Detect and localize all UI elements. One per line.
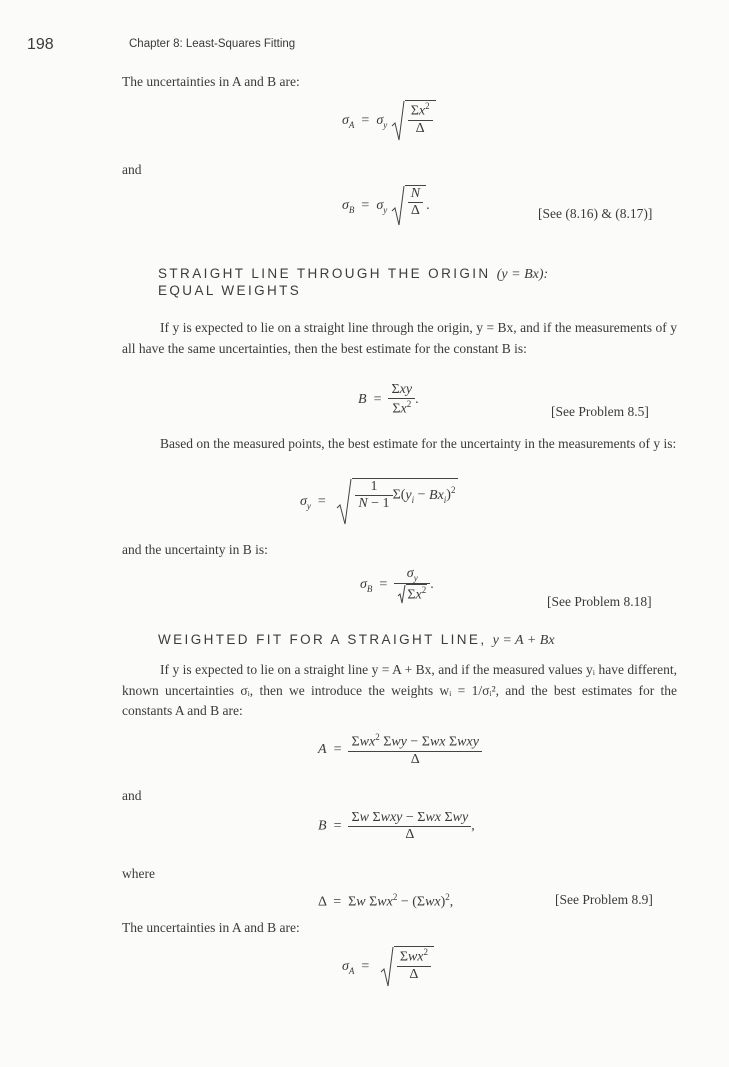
reference-problem-8-18: [See Problem 8.18] (547, 594, 652, 609)
word-where: where (122, 866, 155, 881)
reference-8-16-8-17: [See (8.16) & (8.17)] (538, 206, 653, 221)
paragraph-weighted-fit: If y is expected to lie on a straight line y = A + Bx, and if the measured values yᵢ have different, known uncertainties σᵢ, then we introduce the weights wᵢ = 1/σᵢ², and the best estimates for the constants A and B are: (122, 662, 677, 718)
equation-sigma-b: $\sigma_B = \sigma_y$ $\frac{N}{\Delta}$ . (342, 185, 430, 227)
equation-sigma-a: $\sigma_A = \sigma_y$ $\frac{\Sigma x^2}{\Delta}$ (342, 100, 436, 142)
reference-problem-8-9: [See Problem 8.9] (555, 892, 653, 907)
paragraph-uncertainties-ab: The uncertainties in A and B are: (122, 74, 300, 89)
word-and-1: and (122, 162, 142, 177)
equation-a-weighted: A = $\frac{\Sigma wx^2 \Sigma wy - \Sigma wx \Sigma wxy}{\Delta}$ (318, 732, 482, 768)
equation-sigma-y: $\sigma_y$ = $\frac{1}{N - 1}$ $\Sigma(y_i - Bx_i)^2$ (300, 478, 458, 526)
word-and-2: and (122, 788, 142, 803)
paragraph-uncertainties-weighted: The uncertainties in A and B are: (122, 920, 300, 935)
running-header: Chapter 8: Least-Squares Fitting (129, 38, 296, 50)
section-heading-weighted: WEIGHTED FIT FOR A STRAIGHT LINE, y = A + Bx (158, 632, 555, 648)
reference-problem-8-5: [See Problem 8.5] (551, 404, 649, 419)
equation-b-origin: B = $\frac{\text{Σxy}}{\Sigma x^2}$ . (358, 382, 419, 417)
paragraph-measured-points: Based on the measured points, the best estimate for the uncertainty in the measurements of y is: (160, 436, 677, 451)
equation-sigma-b-origin: $\sigma_B$ = $\frac{\sigma_y}{\Sigma x^2}$ . (360, 566, 434, 603)
equation-sigma-a-weighted: $\sigma_A$ = $\frac{\Sigma wx^2}{\Delta}$ (342, 946, 434, 988)
page-number: 198 (27, 36, 54, 53)
equation-delta-weighted: Δ = Σw $\Sigma wx^2 - (\Sigma wx)^2$, (318, 892, 454, 910)
section-heading-origin: STRAIGHT LINE THROUGH THE ORIGIN (y = Bx): EQUAL WEIGHTS (158, 266, 549, 298)
paragraph-origin-fit: If y is expected to lie on a straight line through the origin, y = Bx, and if the measurements of y all have the same uncertainties, then the best estimate for the constant B is: (122, 320, 677, 356)
paragraph-uncertainty-b: and the uncertainty in B is: (122, 542, 268, 557)
equation-b-weighted: B = $\frac{\text{Σw Σwxy − Σwx Σwy}}{\Delta}$ , (318, 810, 475, 842)
